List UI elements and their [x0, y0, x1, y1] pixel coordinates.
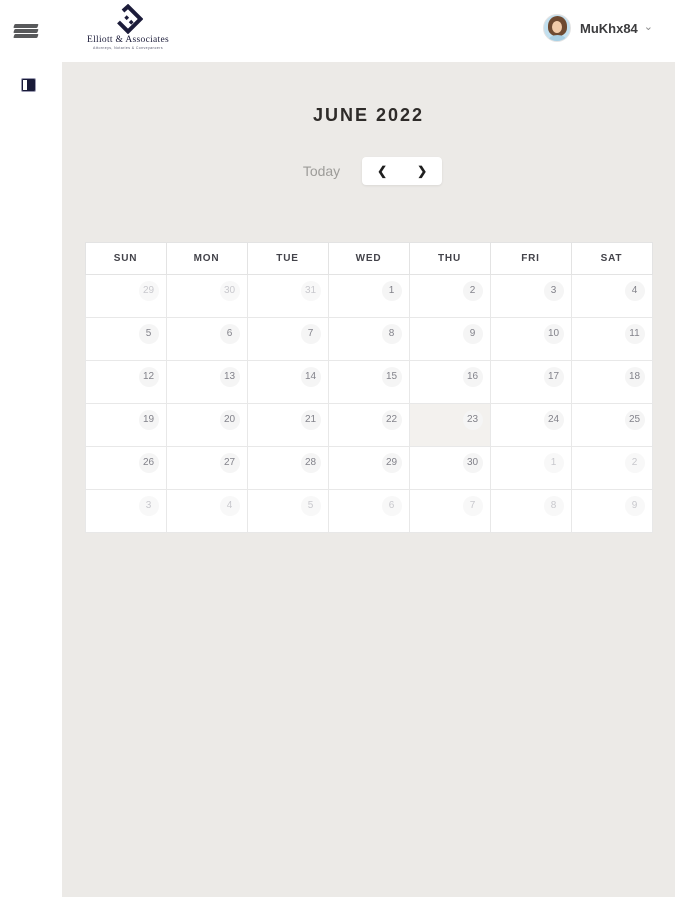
day-number: 28 [301, 453, 321, 473]
week-row [85, 275, 652, 318]
day-cell[interactable] [409, 447, 490, 490]
day-cell[interactable] [247, 275, 328, 318]
day-number: 9 [463, 324, 483, 344]
day-cell[interactable] [490, 318, 571, 361]
chevron-down-icon: ⌄ [643, 20, 653, 33]
day-number: 6 [220, 324, 240, 344]
day-number: 20 [220, 410, 240, 430]
day-cell[interactable] [571, 361, 652, 404]
day-number: 17 [544, 367, 564, 387]
day-number: 7 [463, 496, 483, 516]
day-number: 8 [382, 324, 402, 344]
brand-tagline: Attorneys, Notaries & Conveyancers [92, 46, 163, 50]
day-cell[interactable] [247, 361, 328, 404]
day-number: 1 [382, 281, 402, 301]
sidebar [0, 62, 62, 900]
user-menu[interactable] [543, 14, 653, 42]
day-cell[interactable] [328, 447, 409, 490]
weekday-header: MON [166, 243, 247, 275]
brand-diamond-icon [113, 4, 143, 34]
weekday-header: TUE [247, 243, 328, 275]
day-number: 9 [625, 496, 645, 516]
week-row [85, 490, 652, 533]
hamburger-bar [13, 29, 38, 33]
app-header [0, 0, 675, 62]
day-cell[interactable] [247, 404, 328, 447]
day-cell[interactable] [247, 490, 328, 533]
day-cell[interactable] [490, 275, 571, 318]
month-nav [362, 157, 442, 185]
day-cell[interactable] [247, 318, 328, 361]
day-cell[interactable] [328, 404, 409, 447]
weekday-header: SUN [85, 243, 166, 275]
day-cell[interactable] [490, 490, 571, 533]
day-number: 4 [220, 496, 240, 516]
day-cell[interactable] [85, 318, 166, 361]
day-cell[interactable] [490, 447, 571, 490]
day-cell[interactable] [166, 404, 247, 447]
day-number: 6 [382, 496, 402, 516]
calendar-panel-icon[interactable] [21, 78, 36, 92]
day-cell[interactable] [409, 490, 490, 533]
day-number: 24 [544, 410, 564, 430]
day-cell[interactable] [328, 490, 409, 533]
day-number: 1 [544, 453, 564, 473]
day-number: 7 [301, 324, 321, 344]
day-cell[interactable] [328, 361, 409, 404]
day-number: 4 [625, 281, 645, 301]
hamburger-menu-icon[interactable] [14, 22, 42, 42]
day-number: 30 [463, 453, 483, 473]
day-cell[interactable] [409, 361, 490, 404]
day-cell[interactable] [571, 404, 652, 447]
day-cell[interactable] [490, 361, 571, 404]
week-row [85, 318, 652, 361]
day-cell[interactable] [328, 318, 409, 361]
avatar-body [549, 35, 566, 42]
day-number: 5 [139, 324, 159, 344]
chevron-left-icon: ❮ [377, 164, 388, 178]
weekday-header: FRI [490, 243, 571, 275]
day-cell[interactable] [490, 404, 571, 447]
weekday-header: THU [409, 243, 490, 275]
day-number: 2 [625, 453, 645, 473]
calendar-wrapper [85, 242, 653, 533]
day-number: 2 [463, 281, 483, 301]
day-number: 12 [139, 367, 159, 387]
day-number: 23 [463, 410, 483, 430]
day-cell[interactable] [166, 490, 247, 533]
week-row [85, 361, 652, 404]
day-number: 29 [139, 281, 159, 301]
day-cell[interactable] [409, 318, 490, 361]
day-cell[interactable] [166, 318, 247, 361]
day-number: 15 [382, 367, 402, 387]
day-cell[interactable] [85, 275, 166, 318]
hamburger-bar [13, 24, 38, 28]
day-cell[interactable] [85, 404, 166, 447]
day-cell[interactable] [571, 318, 652, 361]
brand-logo[interactable] [80, 4, 176, 50]
weekday-header: WED [328, 243, 409, 275]
day-number: 29 [382, 453, 402, 473]
day-number: 27 [220, 453, 240, 473]
day-cell[interactable] [166, 361, 247, 404]
hamburger-bar [13, 34, 38, 38]
day-number: 10 [544, 324, 564, 344]
day-number: 25 [625, 410, 645, 430]
user-avatar [543, 14, 571, 42]
day-number: 14 [301, 367, 321, 387]
day-cell[interactable] [571, 447, 652, 490]
day-cell-today[interactable] [409, 404, 490, 447]
day-number: 13 [220, 367, 240, 387]
day-number: 21 [301, 410, 321, 430]
calendar-title: JUNE 2022 [312, 105, 425, 125]
day-number: 18 [625, 367, 645, 387]
next-month-button[interactable] [402, 157, 442, 185]
weekday-row [85, 243, 652, 275]
day-number: 31 [301, 281, 321, 301]
today-button[interactable]: Today [295, 159, 348, 183]
brand-name: Elliott & Associates [87, 35, 169, 45]
day-number: 22 [382, 410, 402, 430]
day-number: 26 [139, 453, 159, 473]
prev-month-button[interactable] [362, 157, 402, 185]
day-cell[interactable] [328, 275, 409, 318]
day-number: 3 [139, 496, 159, 516]
calendar-grid [85, 242, 653, 533]
day-number: 30 [220, 281, 240, 301]
day-number: 16 [463, 367, 483, 387]
day-cell[interactable] [409, 275, 490, 318]
day-cell[interactable] [85, 490, 166, 533]
day-cell[interactable] [166, 447, 247, 490]
day-cell[interactable] [85, 361, 166, 404]
day-number: 3 [544, 281, 564, 301]
day-cell[interactable] [85, 447, 166, 490]
day-number: 8 [544, 496, 564, 516]
day-cell[interactable] [571, 490, 652, 533]
day-number: 19 [139, 410, 159, 430]
day-cell[interactable] [247, 447, 328, 490]
chevron-right-icon: ❯ [417, 164, 428, 178]
day-cell[interactable] [166, 275, 247, 318]
weekday-header: SAT [571, 243, 652, 275]
week-row [85, 404, 652, 447]
user-name: MuKhx84 [579, 20, 638, 36]
main-content [62, 62, 675, 897]
calendar-controls [62, 157, 675, 185]
day-number: 11 [625, 324, 645, 344]
week-row [85, 447, 652, 490]
day-cell[interactable] [571, 275, 652, 318]
day-number: 5 [301, 496, 321, 516]
